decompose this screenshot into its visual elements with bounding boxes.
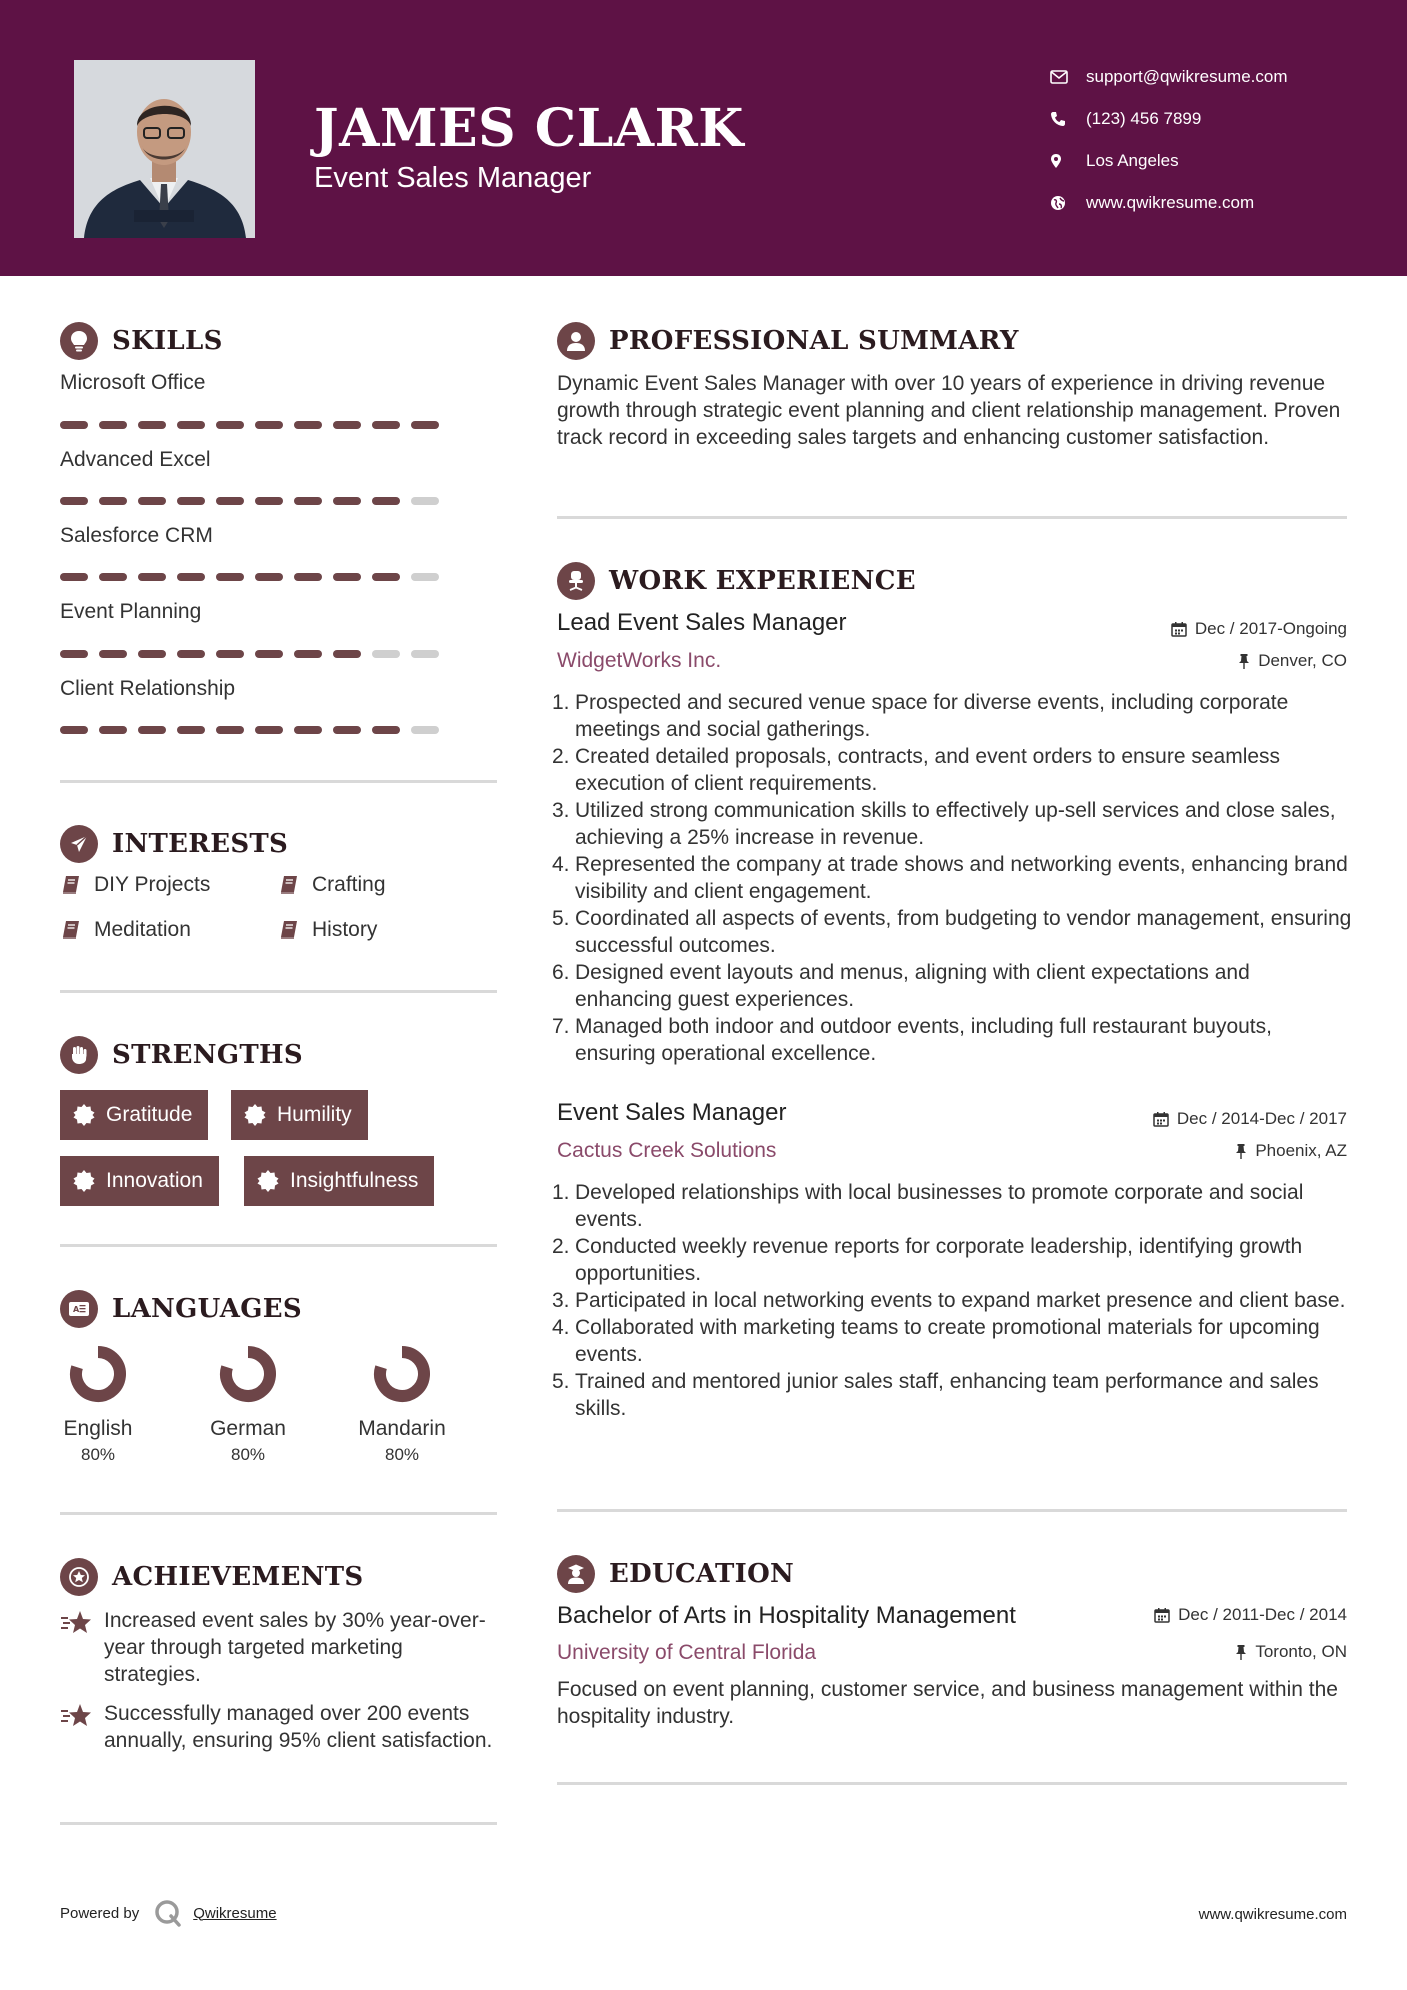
job-location: [1238, 651, 1347, 671]
skill-dash-filled: [294, 726, 322, 734]
education-dates: [1154, 1605, 1347, 1625]
strength-label: Humility: [277, 1103, 352, 1126]
bullet-text: Conducted weekly revenue reports for corporate leadership, identifying growth opportunities.: [575, 1235, 1303, 1285]
summary-text: Dynamic Event Sales Manager with over 10 years of experience in driving revenue growth through strategic event planning and client relationship management. Proven track record in exceeding sales targets and enhancing customer satisfaction.: [557, 372, 1341, 449]
job-bullets: [552, 1179, 1352, 1422]
education-description: Focused on event planning, customer service, and business management within the hospitality industry.: [557, 1678, 1338, 1728]
job-dates-text: Dec / 2014-Dec / 2017: [1176, 1109, 1347, 1128]
interest-label: Crafting: [312, 873, 386, 896]
skill-name: Microsoft Office: [60, 371, 206, 394]
paper-plane-icon: [60, 825, 98, 863]
bullet-text: Managed both indoor and outdoor events, including full restaurant buyouts, ensuring operational excellence.: [575, 1015, 1272, 1065]
badge-icon: [72, 1169, 96, 1193]
job-company: WidgetWorks Inc.: [557, 649, 722, 672]
skill-dash-filled: [60, 421, 88, 429]
pushpin-icon: [1235, 1644, 1247, 1660]
skill-dash-filled: [60, 497, 88, 505]
badge-icon: [72, 1103, 96, 1127]
skill-dash-filled: [333, 650, 361, 658]
skill-dash-filled: [255, 726, 283, 734]
bullet-text: Designed event layouts and menus, aligning with client expectations and enhancing guest experiences.: [575, 961, 1250, 1011]
strengths-heading: [60, 1036, 303, 1074]
skill-dash-empty: [372, 650, 400, 658]
skill-dash-filled: [60, 726, 88, 734]
skill-dash-filled: [255, 573, 283, 581]
job-location-text: Denver, CO: [1258, 651, 1347, 670]
skill-dash-filled: [99, 650, 127, 658]
envelope-icon: [1050, 67, 1076, 87]
skill-dash-filled: [60, 573, 88, 581]
skill-dash-filled: [294, 421, 322, 429]
language-name: English: [63, 1417, 133, 1440]
skill-dash-filled: [138, 726, 166, 734]
skill-dash-filled: [333, 497, 361, 505]
calendar-icon: [1171, 621, 1187, 637]
calendar-icon: [1153, 1111, 1169, 1127]
bullet-text: Coordinated all aspects of events, from budgeting to vendor management, ensuring successful outcomes.: [575, 907, 1352, 957]
divider: [60, 780, 497, 783]
skill-name: Client Relationship: [60, 677, 236, 700]
job-dates: [1171, 619, 1347, 639]
skill-name: Event Planning: [60, 600, 202, 623]
skill-rating: [60, 497, 450, 505]
achievements-title: ACHIEVEMENTS: [112, 1562, 364, 1592]
skill-rating: [60, 650, 450, 658]
achievement-item: [60, 1607, 500, 1688]
skill-dash-filled: [138, 573, 166, 581]
language-item: [342, 1344, 462, 1465]
job-location: [1235, 1141, 1347, 1161]
skill-dash-filled: [216, 573, 244, 581]
bullet-item: 4. Collaborated with marketing teams to create promotional materials for upcoming events.: [552, 1314, 1352, 1368]
skill-rating: [60, 573, 450, 581]
user-icon: [557, 322, 595, 360]
translate-icon: [60, 1290, 98, 1328]
star-badge-icon: [60, 1558, 98, 1596]
phone-icon: [1050, 109, 1076, 129]
contact-website-text: www.qwikresume.com: [1086, 193, 1255, 212]
bullet-text: Utilized strong communication skills to effectively up-sell services and close sales, achieving a 25% increase in revenue.: [575, 799, 1336, 849]
skills-heading: [60, 322, 223, 360]
language-percent: 80%: [80, 1445, 116, 1464]
language-ring: [218, 1344, 278, 1404]
contact-website[interactable]: [1050, 182, 1288, 224]
job-bullets: [552, 689, 1352, 1067]
skill-dash-filled: [60, 650, 88, 658]
skill-dash-filled: [411, 421, 439, 429]
interests-title: INTERESTS: [112, 829, 289, 859]
badge-icon: [243, 1103, 267, 1127]
star-icon: [60, 1702, 94, 1730]
powered-by-label: Powered by: [60, 1904, 140, 1922]
language-ring-arc: [380, 1352, 424, 1396]
divider: [557, 1782, 1347, 1785]
bullet-text: Prospected and secured venue space for diverse events, including corporate meetings and social gatherings.: [575, 691, 1289, 741]
contact-email-text: support@qwikresume.com: [1086, 67, 1288, 86]
graduate-icon: [557, 1555, 595, 1593]
contact-email[interactable]: [1050, 56, 1288, 98]
book-icon: [60, 874, 82, 896]
qwikresume-logo-icon: [153, 1898, 183, 1928]
language-name: German: [210, 1417, 286, 1440]
book-icon: [278, 919, 300, 941]
pushpin-icon: [1235, 1143, 1247, 1159]
skill-dash-empty: [411, 497, 439, 505]
bullet-item: 3. Participated in local networking events to expand market presence and client base.: [552, 1289, 1346, 1312]
languages-heading: [60, 1290, 302, 1328]
footer-url[interactable]: www.qwikresume.com: [1198, 1906, 1347, 1923]
job-location-text: Phoenix, AZ: [1255, 1141, 1347, 1160]
skill-dash-filled: [372, 497, 400, 505]
bullet-item: 5. Trained and mentored junior sales staff, enhancing team performance and sales skills.: [552, 1368, 1352, 1422]
qwikresume-link[interactable]: Qwikresume: [193, 1904, 277, 1922]
contact-location-text: Los Angeles: [1086, 151, 1179, 170]
skill-dash-filled: [372, 421, 400, 429]
job-title: Lead Event Sales Manager: [557, 609, 847, 636]
skill-rating: [60, 421, 450, 429]
skill-dash-empty: [411, 650, 439, 658]
bullet-item: 5. Coordinated all aspects of events, from budgeting to vendor management, ensuring successful outcomes.: [552, 907, 1352, 957]
bullet-item: 3. Utilized strong communication skills to effectively up-sell services and close sales, achieving a 25% increase in revenue.: [552, 797, 1352, 851]
education-dates-text: Dec / 2011-Dec / 2014: [1178, 1605, 1347, 1624]
interest-label: Meditation: [94, 918, 191, 941]
summary-heading: [557, 322, 1019, 360]
strength-label: Gratitude: [106, 1103, 193, 1126]
bullet-text: Created detailed proposals, contracts, and event orders to ensure seamless execution of client requirements.: [575, 745, 1281, 795]
contact-list: [1050, 56, 1288, 224]
contact-phone[interactable]: [1050, 98, 1288, 140]
skill-dash-filled: [138, 497, 166, 505]
skill-dash-filled: [333, 726, 361, 734]
education-location: [1235, 1642, 1347, 1662]
skill-dash-empty: [411, 726, 439, 734]
bullet-text: Developed relationships with local businesses to promote corporate and social events.: [575, 1181, 1304, 1231]
achievement-item: [60, 1700, 500, 1754]
interests-heading: [60, 825, 288, 863]
book-icon: [278, 874, 300, 896]
skill-dash-filled: [294, 650, 322, 658]
contact-location: [1050, 140, 1288, 182]
resume-header: [0, 0, 1407, 276]
education-heading: [557, 1555, 794, 1593]
profile-photo: [74, 60, 255, 238]
skill-dash-filled: [138, 421, 166, 429]
interest-item: [278, 873, 386, 897]
skill-dash-empty: [411, 573, 439, 581]
achievements-heading: [60, 1558, 364, 1596]
strength-chip: [60, 1156, 219, 1206]
language-item: [188, 1344, 308, 1465]
skill-rating: [60, 726, 450, 734]
achievement-text: Successfully managed over 200 events annually, ensuring 95% client satisfaction.: [104, 1702, 493, 1752]
bullet-item: 2. Conducted weekly revenue reports for corporate leadership, identifying growth opportunities.: [552, 1233, 1352, 1287]
work-title: WORK EXPERIENCE: [609, 566, 916, 596]
star-icon: [60, 1609, 94, 1637]
pushpin-icon: [1238, 653, 1250, 669]
office-chair-icon: [557, 562, 595, 600]
divider: [60, 1512, 497, 1515]
language-ring: [372, 1344, 432, 1404]
job-dates: [1153, 1109, 1347, 1129]
lightbulb-icon: [60, 322, 98, 360]
contact-phone-text: (123) 456 7899: [1086, 109, 1202, 128]
globe-icon: [1050, 193, 1076, 213]
interest-label: History: [312, 918, 378, 941]
education-location-text: Toronto, ON: [1255, 1642, 1347, 1661]
divider: [557, 516, 1347, 519]
svg-text:A: A: [73, 1305, 80, 1314]
divider: [60, 1244, 497, 1247]
language-name: Mandarin: [358, 1417, 446, 1440]
bullet-item: 6. Designed event layouts and menus, aligning with client expectations and enhancing guest experiences.: [552, 959, 1352, 1013]
school-name: University of Central Florida: [557, 1641, 817, 1664]
interest-item: [278, 918, 377, 942]
job-dates-text: Dec / 2017-Ongoing: [1194, 619, 1347, 638]
job-title: Event Sales Manager: [557, 1099, 787, 1126]
bullet-text: Participated in local networking events to expand market presence and client base.: [575, 1289, 1346, 1312]
skill-dash-filled: [216, 497, 244, 505]
skill-dash-filled: [216, 421, 244, 429]
language-ring: [68, 1344, 128, 1404]
interest-item: [60, 873, 210, 897]
bullet-item: 4. Represented the company at trade shows and networking events, enhancing brand visibility and client engagement.: [552, 851, 1352, 905]
footer-powered-by: [60, 1898, 277, 1928]
language-ring-arc: [76, 1352, 120, 1396]
divider: [60, 1822, 497, 1825]
education-title: EDUCATION: [609, 1559, 795, 1589]
skill-dash-filled: [255, 650, 283, 658]
language-percent: 80%: [230, 1445, 266, 1464]
skill-dash-filled: [99, 726, 127, 734]
skill-dash-filled: [99, 573, 127, 581]
skill-dash-filled: [216, 726, 244, 734]
language-ring-arc: [226, 1352, 270, 1396]
bullet-item: 2. Created detailed proposals, contracts, and event orders to ensure seamless execution of client requirements.: [552, 743, 1352, 797]
divider: [557, 1509, 1347, 1512]
map-pin-icon: [1050, 151, 1076, 171]
job-company: Cactus Creek Solutions: [557, 1139, 777, 1162]
strength-label: Innovation: [106, 1169, 203, 1192]
skill-dash-filled: [99, 497, 127, 505]
badge-icon: [256, 1169, 280, 1193]
skill-dash-filled: [333, 421, 361, 429]
skill-dash-filled: [294, 497, 322, 505]
degree-title: Bachelor of Arts in Hospitality Management: [557, 1602, 1016, 1629]
strength-chip: [244, 1156, 434, 1206]
bullet-text: Trained and mentored junior sales staff, enhancing team performance and sales skills.: [575, 1370, 1319, 1420]
skill-name: Salesforce CRM: [60, 524, 213, 547]
skill-dash-filled: [177, 421, 205, 429]
skill-dash-filled: [177, 726, 205, 734]
bullet-item: 7. Managed both indoor and outdoor events, including full restaurant buyouts, ensuring operational excellence.: [552, 1013, 1352, 1067]
candidate-name: JAMES CLARK: [314, 98, 745, 159]
skill-dash-filled: [255, 497, 283, 505]
language-percent: 80%: [384, 1445, 420, 1464]
skill-dash-filled: [177, 650, 205, 658]
skill-dash-filled: [372, 726, 400, 734]
strength-label: Insightfulness: [290, 1169, 419, 1192]
languages-title: LANGUAGES: [112, 1294, 302, 1324]
skill-dash-filled: [333, 573, 361, 581]
skill-dash-filled: [177, 573, 205, 581]
calendar-icon: [1154, 1607, 1170, 1623]
skills-title: SKILLS: [112, 326, 223, 356]
strength-chip: [231, 1090, 368, 1140]
bullet-text: Collaborated with marketing teams to create promotional materials for upcoming events.: [575, 1316, 1320, 1366]
skill-dash-filled: [372, 573, 400, 581]
skill-dash-filled: [99, 421, 127, 429]
strengths-title: STRENGTHS: [112, 1040, 303, 1070]
skill-dash-filled: [294, 573, 322, 581]
interest-item: [60, 918, 191, 942]
skill-dash-filled: [138, 650, 166, 658]
skill-name: Advanced Excel: [60, 448, 211, 471]
raised-fist-icon: [60, 1036, 98, 1074]
language-item: [38, 1344, 158, 1465]
skill-dash-filled: [177, 497, 205, 505]
interest-label: DIY Projects: [94, 873, 211, 896]
work-heading: [557, 562, 916, 600]
achievement-text: Increased event sales by 30% year-over-year through targeted marketing strategies.: [104, 1609, 486, 1686]
bullet-item: 1. Developed relationships with local businesses to promote corporate and social events.: [552, 1179, 1352, 1233]
divider: [60, 990, 497, 993]
bullet-item: 1. Prospected and secured venue space for diverse events, including corporate meetings and social gatherings.: [552, 689, 1352, 743]
candidate-title: Event Sales Manager: [314, 162, 592, 194]
bullet-text: Represented the company at trade shows and networking events, enhancing brand visibility and client engagement.: [575, 853, 1348, 903]
summary-title: PROFESSIONAL SUMMARY: [609, 326, 1019, 356]
skill-dash-filled: [255, 421, 283, 429]
skill-dash-filled: [216, 650, 244, 658]
strength-chip: [60, 1090, 208, 1140]
book-icon: [60, 919, 82, 941]
